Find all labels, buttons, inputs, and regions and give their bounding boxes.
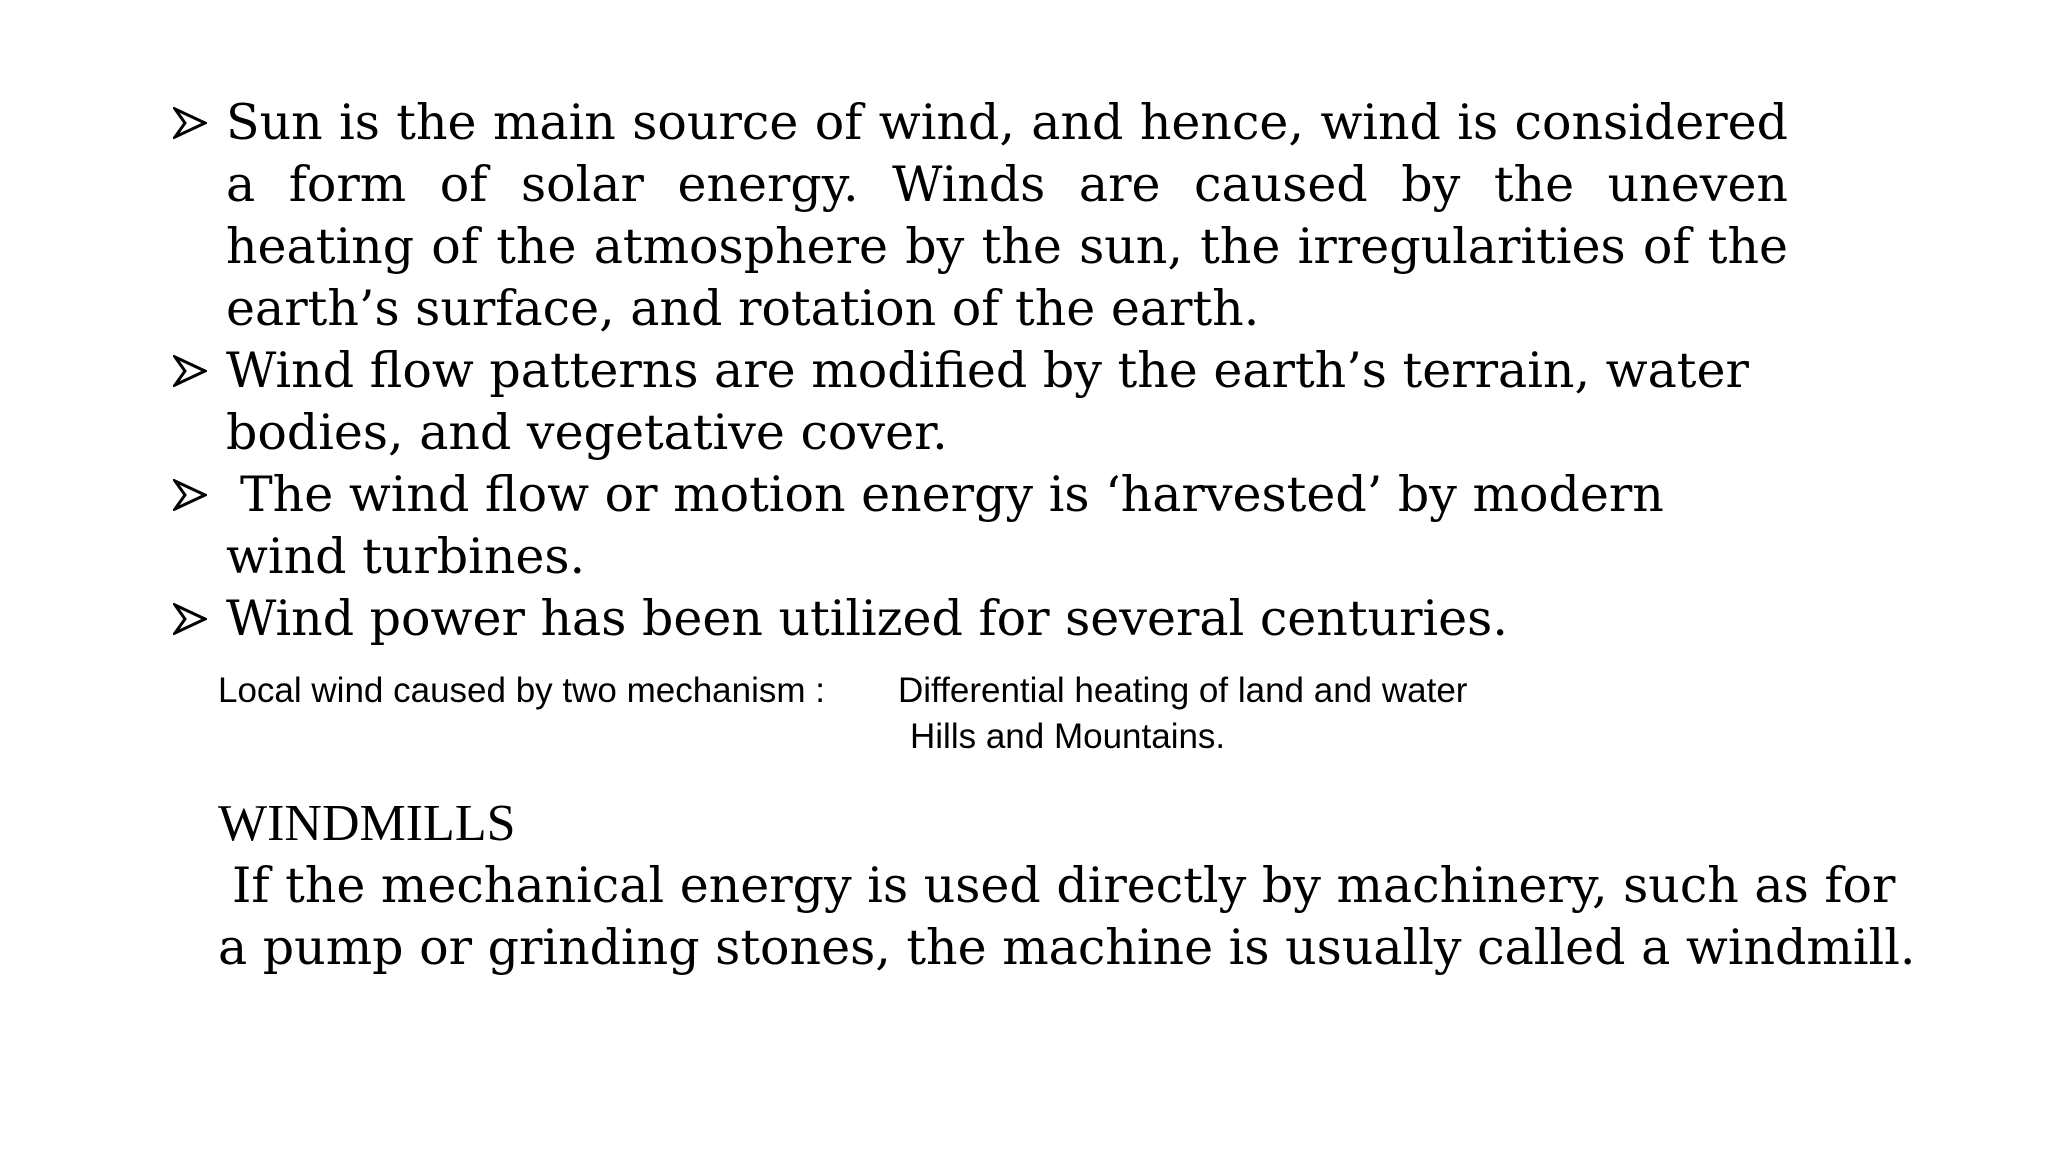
mechanism-item-differential-heating: Differential heating of land and water xyxy=(898,671,1468,710)
bullet-text: Wind power has been utilized for several centuries. xyxy=(226,590,1508,647)
windmills-section xyxy=(218,793,1958,979)
bullet-item-harvested xyxy=(168,464,1788,588)
bullet-text xyxy=(226,464,1788,588)
windmills-heading: WINDMILLS xyxy=(218,795,516,852)
bullet-text: Wind flow patterns are modified by the earth’s terrain, water bodies, and vegetative cover. xyxy=(226,342,1749,461)
bullet-list xyxy=(168,92,1788,650)
mechanism-label: Local wind caused by two mechanism : xyxy=(218,671,825,710)
windmills-definition-line: If the mechanical energy is used directly by machinery, such as for xyxy=(232,857,1896,914)
mechanism-item-hills-mountains: Hills and Mountains. xyxy=(910,717,1226,756)
bullet-text-line: wind turbines. xyxy=(226,528,586,585)
windmills-definition xyxy=(218,855,1958,979)
bullet-item-wind-flow-patterns xyxy=(168,340,1788,464)
arrowhead-bullet-icon xyxy=(170,464,210,526)
arrowhead-bullet-icon xyxy=(170,588,210,650)
bullet-item-sun-source xyxy=(168,92,1788,340)
windmills-definition-line: a pump or grinding stones, the machine is usually called a windmill. xyxy=(218,919,1916,976)
arrowhead-bullet-icon xyxy=(170,340,210,402)
bullet-text-line: The wind flow or motion energy is ‘harvested’ by modern xyxy=(240,466,1664,523)
arrowhead-bullet-icon xyxy=(170,92,210,154)
bullet-item-wind-power-centuries xyxy=(168,588,1788,650)
bullet-text: Sun is the main source of wind, and hence, wind is considered a form of solar energy. Winds are caused by the uneven heating of the atmosphere by the sun, the irregularities of the earth’s surface, and rotation of the earth. xyxy=(226,94,1788,337)
